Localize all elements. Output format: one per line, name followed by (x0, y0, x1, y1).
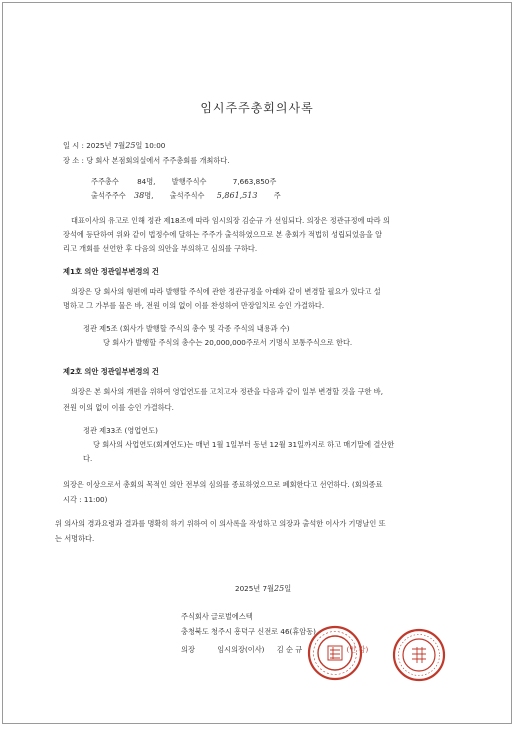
agenda-2-article-body-line-1: 당 회사의 사업연도(회계연도)는 매년 1월 1일부터 동년 12월 31일까지로 하고 매기말에 결산한 (93, 440, 395, 449)
place-label: 장 소 : (63, 156, 84, 165)
agenda-1-article-body: 당 회사가 발행할 주식의 총수는 20,000,000주로서 기명식 보통주식으로 한다. (103, 338, 353, 347)
agenda-1-article-title: 정관 제5조 (회사가 발행할 주식의 총수 및 각종 주식의 내용과 수) (83, 324, 290, 333)
date-value: 2025년 7월 (86, 141, 126, 150)
closing-line-1: 의장은 이상으로서 총회의 목적인 의안 전부의 심의를 종료하였으므로 폐회한다고 선언하다. (회의종료 (63, 480, 383, 489)
chair-role: 임시의장(이사) (217, 645, 265, 654)
meeting-place-row (63, 156, 230, 165)
agenda-1-heading: 제1호 의안 정관일부변경의 건 (63, 267, 159, 276)
attending-shares-unit: 주 (273, 191, 281, 200)
agenda-1-body-line-1: 의장은 당 회사의 형편에 따라 발행할 주식에 관한 정관규정을 아래와 같이 변경할 필요가 있다고 설 (71, 287, 381, 296)
seal-label: (인 감) (346, 645, 369, 654)
attending-shareholders-handwritten: 38 (134, 191, 145, 200)
intro-line-3: 리고 개회를 선언한 후 다음의 의안을 부의하고 심의를 구하다. (63, 244, 258, 253)
signoff-date-prefix: 2025년 7월 (235, 584, 275, 593)
attending-shares-label: 출석주식수 (169, 191, 205, 200)
place-value: 당 회사 본점회의실에서 주주총회를 개최하다. (86, 156, 230, 165)
issued-shares-value: 7,663,850주 (232, 177, 277, 186)
date-time: 일 10:00 (135, 141, 166, 150)
company-address: 충청북도 청주시 흥덕구 신전로 46(휴암동) (181, 627, 316, 636)
date-label: 일 시 : (63, 141, 84, 150)
stats-row-1 (91, 177, 276, 186)
date-handwritten-day: 25 (125, 141, 136, 150)
corporate-seal-2 (391, 627, 447, 683)
meeting-date-row (63, 141, 165, 151)
document-title: 임시주주총회의사록 (200, 101, 314, 115)
intro-line-1: 대표이사의 유고로 인해 정관 제18조에 따라 임시의장 김순규 가 선임되다. 의장은 정관규정에 따라 의 (71, 216, 390, 225)
shareholders-value: 84명, (137, 177, 156, 186)
chair-label: 의장 (181, 645, 195, 654)
certification-line-2: 는 서명하다. (55, 534, 95, 543)
agenda-2-article-title: 정관 제33조 (영업연도) (83, 426, 158, 435)
closing-line-2: 시각 : 11:00) (63, 495, 108, 504)
issued-shares-label: 발행주식수 (171, 177, 207, 186)
signoff-date (235, 584, 291, 594)
attending-shares-handwritten: 5,861,513 (216, 191, 258, 200)
chair-name: 김 순 규 (276, 645, 303, 654)
attending-shareholders-unit: 명, (144, 191, 154, 200)
agenda-2-body-line-2: 전원 이의 없이 이를 승인 가결하다. (63, 403, 174, 412)
agenda-2-body-line-1: 의장은 본 회사의 개편을 위하여 영업연도를 고치고자 정관을 다음과 같이 일부 변경할 것을 구한 바, (71, 387, 383, 396)
intro-line-2: 장석에 등단하여 위와 같이 법정수에 달하는 주주가 출석하였으므로 본 총회가 적법히 성립되었음을 알 (63, 230, 383, 239)
agenda-2-heading: 제2호 의안 정관일부변경의 건 (63, 367, 159, 376)
stats-row-2 (91, 191, 281, 201)
shareholders-label: 주주총수 (91, 177, 119, 186)
agenda-2-article-body-line-2: 다. (83, 454, 93, 463)
attending-shareholders-label: 출석주주수 (91, 191, 126, 200)
document-page (2, 2, 512, 724)
company-name: 주식회사 글로벌에스텍 (181, 612, 253, 621)
signoff-date-handwritten-day: 25 (274, 584, 285, 593)
signoff-date-suffix: 일 (284, 584, 292, 593)
certification-line-1: 위 의사의 경과요령과 결과를 명확히 하기 위하여 이 의사록을 작성하고 의장과 출석한 이사가 기명날인 또 (55, 519, 386, 528)
corporate-seal-1 (305, 623, 365, 683)
agenda-1-body-line-2: 명하고 그 가부를 물은 바, 전원 이의 없이 이를 찬성하여 만장일치로 승인 가결하다. (63, 301, 325, 310)
